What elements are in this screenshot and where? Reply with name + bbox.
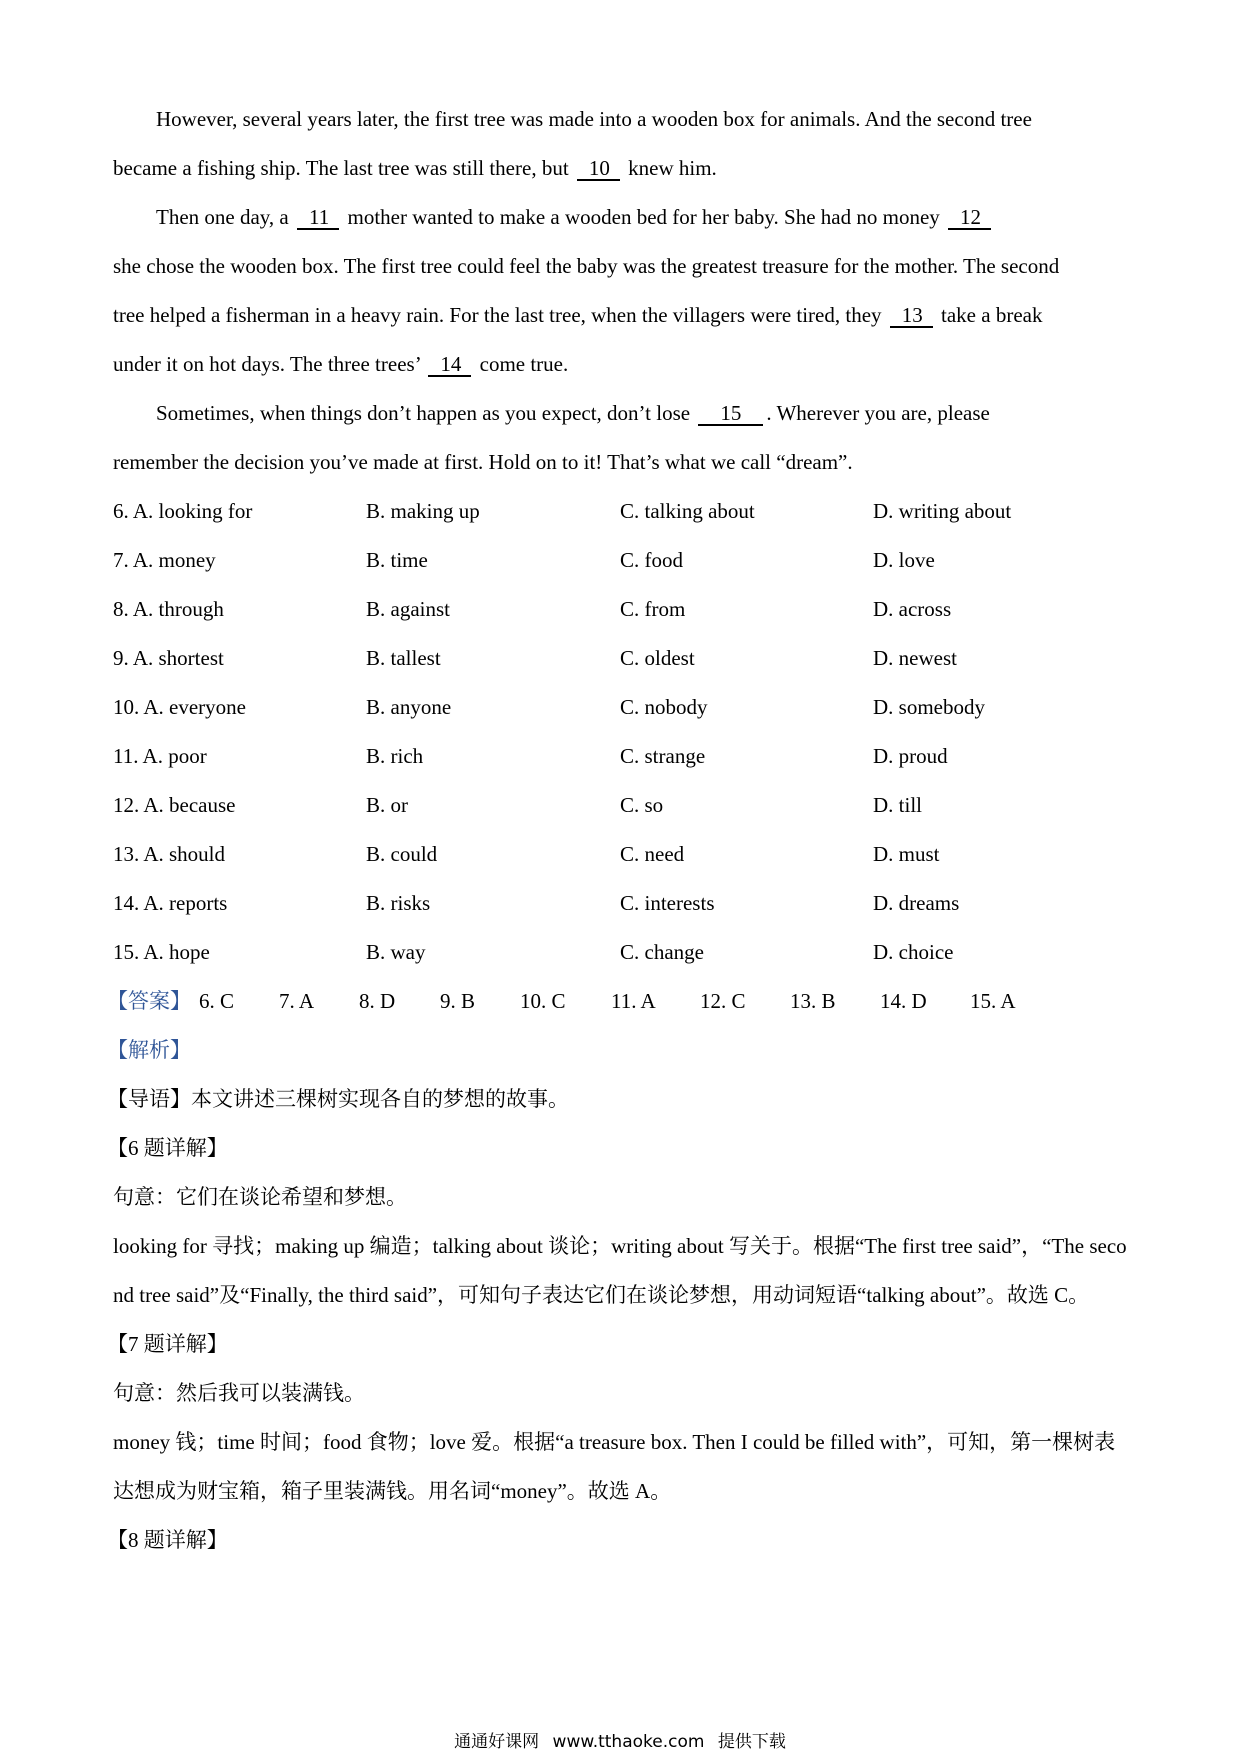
- q7-explanation: money 钱；time 时间；food 食物；love 爱。根据“a treasure box. Then I could be filled with”，可知，第一棵树表达想成为财宝箱，箱子里装满钱。用名词“money”。故选 A。: [113, 1430, 1116, 1503]
- blank-14: 14: [428, 353, 471, 377]
- option-row: 10. A. everyone B. anyone C. nobody D. somebody: [113, 695, 985, 719]
- answer-item: 12. C: [700, 989, 746, 1013]
- answer-item: 15. A: [970, 989, 1016, 1013]
- q6-meaning: 句意：它们在谈论希望和梦想。: [113, 1185, 407, 1209]
- answer-item: 10. C: [520, 989, 566, 1013]
- option-row: 6. A. looking for B. making up C. talking about D. writing about: [113, 499, 1012, 523]
- q8-title: 【8 题详解】: [107, 1528, 228, 1552]
- q7-title: 【7 题详解】: [107, 1332, 228, 1356]
- q6-title: 【6 题详解】: [107, 1136, 228, 1160]
- passage-line: tree helped a fisherman in a heavy rain. For the last tree, when the villagers were tired, they 13 take a break: [113, 303, 1043, 327]
- answer-item: 14. D: [880, 989, 927, 1013]
- passage-line: Sometimes, when things don’t happen as you expect, don’t lose 15 . Wherever you are, please: [156, 401, 990, 425]
- option-row: 13. A. should B. could C. need D. must: [113, 842, 940, 866]
- option-row: 11. A. poor B. rich C. strange D. proud: [113, 744, 948, 768]
- answer-label: 【答案】: [107, 989, 191, 1013]
- q6-explanation: looking for 寻找；making up 编造；talking about 谈论；writing about 写关于。根据“The first tree said”，“The second tree said”及“Finally, the third said”，可知句子表达它们在谈论梦想，用动词短语“talking about”。故选 C。: [113, 1234, 1127, 1307]
- footer-suffix: 提供下载: [717, 1732, 786, 1752]
- passage-line: remember the decision you’ve made at first. Hold on to it! That’s what we call “dream”.: [113, 450, 853, 474]
- guide-text: 【导语】本文讲述三棵树实现各自的梦想的故事。: [107, 1087, 569, 1111]
- answer-item: 8. D: [359, 989, 396, 1013]
- passage-line: she chose the wooden box. The first tree could feel the baby was the greatest treasure for the mother. The second: [113, 254, 1060, 278]
- analysis-label: 【解析】: [107, 1038, 191, 1062]
- option-row: 14. A. reports B. risks C. interests D. dreams: [113, 891, 960, 915]
- option-row: 15. A. hope B. way C. change D. choice: [113, 940, 954, 964]
- answer-item: 7. A: [279, 989, 315, 1013]
- option-row: 9. A. shortest B. tallest C. oldest D. newest: [113, 646, 957, 670]
- q7-meaning: 句意：然后我可以装满钱。: [113, 1381, 365, 1405]
- blank-15: 15: [698, 402, 763, 426]
- blank-12: 12: [948, 206, 991, 230]
- answer-item: 13. B: [790, 989, 836, 1013]
- footer-url: www.tthaoke.com: [552, 1732, 705, 1752]
- option-row: 12. A. because B. or C. so D. till: [113, 793, 923, 817]
- blank-13: 13: [890, 304, 933, 328]
- document-page: [107, 95, 1133, 1565]
- blank-10: 10: [577, 157, 620, 181]
- passage-line: became a fishing ship. The last tree was still there, but 10 knew him.: [113, 156, 717, 180]
- blank-11: 11: [297, 206, 339, 230]
- answer-item: 9. B: [440, 989, 476, 1013]
- option-row: 8. A. through B. against C. from D. across: [113, 597, 952, 621]
- page-footer: [0, 1727, 1240, 1752]
- passage-line: However, several years later, the first tree was made into a wooden box for animals. And the second tree: [156, 107, 1032, 131]
- passage-line: Then one day, a 11 mother wanted to make a wooden bed for her baby. She had no money 12: [113, 193, 1133, 242]
- answer-key: [107, 977, 1133, 1026]
- passage-line: under it on hot days. The three trees’ 14 come true.: [113, 352, 569, 376]
- option-row: 7. A. money B. time C. food D. love: [113, 548, 935, 572]
- footer-site-name: 通通好课网: [454, 1732, 540, 1752]
- options-list: [113, 487, 1133, 977]
- answer-item: 11. A: [611, 989, 656, 1013]
- answer-item: 6. C: [199, 989, 235, 1013]
